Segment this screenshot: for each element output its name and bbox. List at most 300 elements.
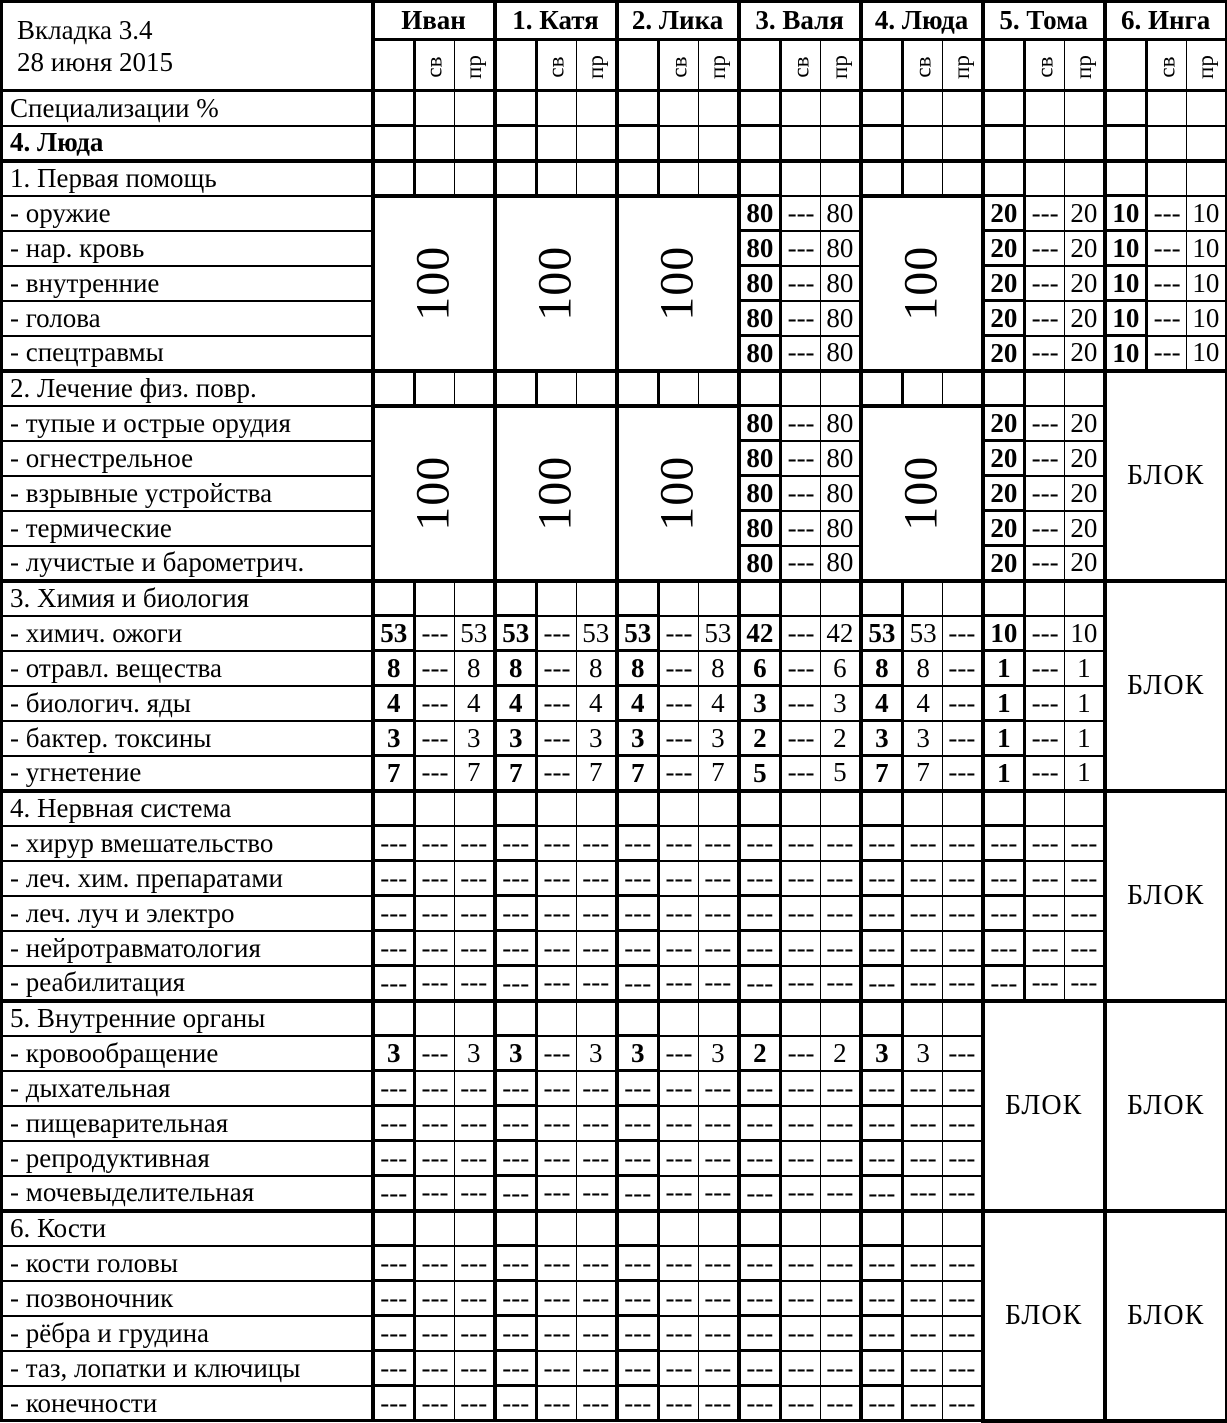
- row-label: - леч. хим. препаратами: [2, 861, 373, 896]
- value-cell: ---: [577, 966, 617, 1001]
- empty-cell: [699, 581, 739, 616]
- value-cell: ---: [577, 1141, 617, 1176]
- value-cell: ---: [861, 1316, 903, 1351]
- value-cell: ---: [821, 1071, 861, 1106]
- value-cell: ---: [455, 1141, 495, 1176]
- value-cell: ---: [415, 1316, 455, 1351]
- value-cell: 53: [617, 616, 659, 651]
- empty-cell: [617, 161, 659, 196]
- empty-cell: [943, 126, 983, 161]
- value-cell: ---: [455, 1176, 495, 1211]
- empty-cell: [495, 791, 537, 826]
- empty-cell: [781, 1211, 821, 1246]
- value-cell: ---: [903, 1351, 943, 1386]
- value-cell: 80: [821, 441, 861, 476]
- section-header: 4. Нервная система: [2, 791, 373, 826]
- value-cell: ---: [943, 1071, 983, 1106]
- value-cell: ---: [617, 1141, 659, 1176]
- rotated-value: 100: [528, 455, 582, 531]
- value-cell: ---: [739, 931, 781, 966]
- value-cell: ---: [495, 966, 537, 1001]
- empty-cell: [495, 126, 537, 161]
- empty-cell: [455, 91, 495, 126]
- empty-cell: [739, 161, 781, 196]
- empty-cell: [1147, 126, 1187, 161]
- merged-100-cell: [373, 406, 495, 581]
- empty-cell: [699, 371, 739, 406]
- value-cell: ---: [1147, 231, 1187, 266]
- table-title-cell: [2, 2, 373, 91]
- value-cell: ---: [903, 1316, 943, 1351]
- value-cell: ---: [537, 686, 577, 721]
- value-cell: ---: [495, 1176, 537, 1211]
- empty-cell: [821, 581, 861, 616]
- value-cell: ---: [659, 1281, 699, 1316]
- empty-cell: [943, 91, 983, 126]
- value-cell: ---: [739, 1316, 781, 1351]
- value-cell: ---: [861, 1141, 903, 1176]
- value-cell: ---: [1065, 826, 1105, 861]
- value-cell: ---: [617, 966, 659, 1001]
- value-cell: ---: [943, 826, 983, 861]
- row-label: - угнетение: [2, 756, 373, 791]
- row-label: - леч. луч и электро: [2, 896, 373, 931]
- value-cell: 8: [699, 651, 739, 686]
- empty-cell: [659, 371, 699, 406]
- value-cell: 3: [617, 1036, 659, 1071]
- value-cell: ---: [455, 1281, 495, 1316]
- value-cell: 8: [617, 651, 659, 686]
- value-cell: 4: [455, 686, 495, 721]
- value-cell: 8: [577, 651, 617, 686]
- rotated-value: 100: [650, 455, 704, 531]
- empty-cell: [537, 581, 577, 616]
- empty-cell: [983, 791, 1025, 826]
- value-cell: ---: [699, 896, 739, 931]
- value-cell: ---: [821, 826, 861, 861]
- value-cell: ---: [903, 1141, 943, 1176]
- value-cell: 2: [739, 721, 781, 756]
- empty-cell: [537, 161, 577, 196]
- empty-cell: [861, 161, 903, 196]
- value-cell: ---: [495, 1246, 537, 1281]
- subcolumn-label: пр: [1192, 54, 1218, 79]
- value-cell: ---: [781, 476, 821, 511]
- empty-cell: [943, 371, 983, 406]
- empty-cell: [577, 161, 617, 196]
- subcolumn-label: св: [910, 56, 936, 78]
- value-cell: ---: [537, 1036, 577, 1071]
- value-cell: ---: [781, 1106, 821, 1141]
- value-cell: ---: [861, 1351, 903, 1386]
- value-cell: ---: [903, 896, 943, 931]
- value-cell: ---: [659, 1036, 699, 1071]
- value-cell: 10: [1105, 231, 1147, 266]
- value-cell: ---: [455, 1071, 495, 1106]
- value-cell: 7: [455, 756, 495, 791]
- value-cell: 7: [861, 756, 903, 791]
- value-cell: 3: [699, 721, 739, 756]
- empty-cell: [739, 371, 781, 406]
- value-cell: ---: [537, 1176, 577, 1211]
- empty-cell: [903, 371, 943, 406]
- value-cell: 20: [983, 336, 1025, 371]
- value-cell: ---: [861, 931, 903, 966]
- value-cell: ---: [983, 826, 1025, 861]
- value-cell: 8: [903, 651, 943, 686]
- value-cell: ---: [699, 1351, 739, 1386]
- empty-cell: [699, 91, 739, 126]
- row-label: - тупые и острые орудия: [2, 406, 373, 441]
- empty-cell: [781, 126, 821, 161]
- subcolumn-label: пр: [704, 54, 730, 79]
- value-cell: ---: [699, 966, 739, 1001]
- value-cell: 80: [821, 266, 861, 301]
- empty-cell: [373, 1001, 415, 1036]
- value-cell: ---: [373, 1386, 415, 1421]
- value-cell: 53: [373, 616, 415, 651]
- value-cell: 10: [1187, 196, 1227, 231]
- value-cell: ---: [781, 1071, 821, 1106]
- subcolumn-header: [577, 40, 617, 91]
- value-cell: ---: [659, 1176, 699, 1211]
- empty-cell: [861, 1211, 903, 1246]
- value-cell: 7: [699, 756, 739, 791]
- value-cell: ---: [415, 896, 455, 931]
- section-header: 3. Химия и биология: [2, 581, 373, 616]
- value-cell: ---: [659, 966, 699, 1001]
- empty-cell: [373, 91, 415, 126]
- block-cell: [1105, 581, 1227, 791]
- subcolumn-header: [455, 40, 495, 91]
- empty-cell: [861, 371, 903, 406]
- empty-cell: [537, 791, 577, 826]
- value-cell: 53: [577, 616, 617, 651]
- value-cell: ---: [495, 861, 537, 896]
- value-cell: ---: [903, 861, 943, 896]
- value-cell: ---: [781, 686, 821, 721]
- value-cell: 2: [821, 1036, 861, 1071]
- value-cell: ---: [1025, 686, 1065, 721]
- empty-cell: [1187, 126, 1227, 161]
- value-cell: 10: [1065, 616, 1105, 651]
- rotated-value: 100: [650, 245, 704, 321]
- value-cell: ---: [943, 1141, 983, 1176]
- value-cell: 1: [983, 756, 1025, 791]
- value-cell: ---: [903, 1281, 943, 1316]
- value-cell: ---: [903, 1176, 943, 1211]
- value-cell: ---: [699, 861, 739, 896]
- value-cell: ---: [1025, 616, 1065, 651]
- row-label: - кости головы: [2, 1246, 373, 1281]
- value-cell: ---: [415, 861, 455, 896]
- subcolumn-label: св: [1154, 56, 1180, 78]
- value-cell: 10: [1187, 301, 1227, 336]
- subcolumn-label: пр: [826, 54, 852, 79]
- value-cell: ---: [903, 1106, 943, 1141]
- value-cell: ---: [943, 686, 983, 721]
- empty-cell: [861, 126, 903, 161]
- value-cell: 80: [739, 476, 781, 511]
- value-cell: ---: [781, 301, 821, 336]
- value-cell: 80: [739, 511, 781, 546]
- value-cell: ---: [781, 721, 821, 756]
- empty-cell: [617, 126, 659, 161]
- value-cell: ---: [659, 756, 699, 791]
- value-cell: 8: [373, 651, 415, 686]
- empty-cell: [373, 371, 415, 406]
- value-cell: ---: [1147, 266, 1187, 301]
- value-cell: ---: [659, 1071, 699, 1106]
- row-label: - нар. кровь: [2, 231, 373, 266]
- value-cell: 4: [495, 686, 537, 721]
- empty-cell: [415, 791, 455, 826]
- empty-cell: [781, 161, 821, 196]
- empty-cell: [821, 371, 861, 406]
- value-cell: 20: [983, 266, 1025, 301]
- value-cell: 7: [495, 756, 537, 791]
- value-cell: ---: [495, 1071, 537, 1106]
- empty-cell: [537, 1001, 577, 1036]
- value-cell: ---: [373, 966, 415, 1001]
- value-cell: 1: [983, 721, 1025, 756]
- empty-cell: [415, 581, 455, 616]
- value-cell: ---: [455, 861, 495, 896]
- empty-cell: [617, 1001, 659, 1036]
- value-cell: ---: [373, 1106, 415, 1141]
- value-cell: ---: [781, 1281, 821, 1316]
- value-cell: ---: [821, 1351, 861, 1386]
- empty-cell: [699, 1211, 739, 1246]
- value-cell: ---: [903, 1071, 943, 1106]
- subcolumn-header: [699, 40, 739, 91]
- value-cell: 80: [739, 196, 781, 231]
- subcolumn-label: св: [543, 56, 569, 78]
- value-cell: 3: [699, 1036, 739, 1071]
- value-cell: 3: [903, 1036, 943, 1071]
- value-cell: ---: [659, 1141, 699, 1176]
- value-cell: 7: [373, 756, 415, 791]
- value-cell: 8: [861, 651, 903, 686]
- value-cell: 20: [1065, 476, 1105, 511]
- value-cell: 80: [821, 406, 861, 441]
- value-cell: 80: [821, 301, 861, 336]
- row-label: - кровообращение: [2, 1036, 373, 1071]
- value-cell: ---: [617, 826, 659, 861]
- value-cell: 20: [1065, 441, 1105, 476]
- value-cell: ---: [739, 1141, 781, 1176]
- empty-cell: [455, 126, 495, 161]
- row-label: - отравл. вещества: [2, 651, 373, 686]
- section-header: 5. Внутренние органы: [2, 1001, 373, 1036]
- value-cell: 10: [1105, 301, 1147, 336]
- empty-cell: [1105, 126, 1147, 161]
- value-cell: ---: [577, 1281, 617, 1316]
- value-cell: ---: [415, 966, 455, 1001]
- value-cell: 3: [373, 1036, 415, 1071]
- value-cell: 10: [1187, 266, 1227, 301]
- value-cell: ---: [739, 896, 781, 931]
- value-cell: ---: [415, 1281, 455, 1316]
- subcolumn-label: пр: [582, 54, 608, 79]
- empty-cell: [659, 161, 699, 196]
- value-cell: ---: [1065, 861, 1105, 896]
- empty-cell: [373, 1211, 415, 1246]
- value-cell: ---: [455, 931, 495, 966]
- value-cell: 3: [373, 721, 415, 756]
- value-cell: 2: [739, 1036, 781, 1071]
- value-cell: 10: [983, 616, 1025, 651]
- value-cell: ---: [739, 1176, 781, 1211]
- empty-cell: [821, 91, 861, 126]
- value-cell: ---: [781, 196, 821, 231]
- empty-cell: [373, 161, 415, 196]
- value-cell: ---: [495, 931, 537, 966]
- row-label: - внутренние: [2, 266, 373, 301]
- empty-cell: [659, 1001, 699, 1036]
- value-cell: ---: [1025, 966, 1065, 1001]
- value-cell: ---: [537, 1246, 577, 1281]
- value-cell: 20: [1065, 336, 1105, 371]
- value-cell: 80: [739, 441, 781, 476]
- value-cell: ---: [821, 861, 861, 896]
- value-cell: ---: [495, 826, 537, 861]
- empty-cell: [781, 1001, 821, 1036]
- empty-cell: [739, 581, 781, 616]
- value-cell: ---: [903, 931, 943, 966]
- value-cell: 3: [821, 686, 861, 721]
- row-label: - мочевыделительная: [2, 1176, 373, 1211]
- value-cell: 80: [821, 546, 861, 581]
- value-cell: ---: [659, 686, 699, 721]
- rotated-value: 100: [894, 245, 948, 321]
- empty-cell: [537, 1211, 577, 1246]
- value-cell: ---: [659, 931, 699, 966]
- empty-cell: [537, 91, 577, 126]
- empty-cell: [903, 1211, 943, 1246]
- empty-cell: [943, 161, 983, 196]
- value-cell: ---: [781, 826, 821, 861]
- value-cell: ---: [537, 756, 577, 791]
- block-cell: [1105, 1211, 1227, 1421]
- subcolumn-header: [781, 40, 821, 91]
- value-cell: ---: [781, 1176, 821, 1211]
- value-cell: ---: [455, 826, 495, 861]
- empty-cell: [1065, 161, 1105, 196]
- empty-cell: [983, 126, 1025, 161]
- empty-cell: [495, 91, 537, 126]
- empty-cell: [903, 581, 943, 616]
- empty-cell: [1025, 126, 1065, 161]
- empty-cell: [577, 1211, 617, 1246]
- value-cell: ---: [617, 896, 659, 931]
- subcolumn-header: [821, 40, 861, 91]
- empty-cell: [821, 1211, 861, 1246]
- value-cell: ---: [699, 1246, 739, 1281]
- value-cell: ---: [373, 1351, 415, 1386]
- empty-cell: [861, 581, 903, 616]
- person-header-3: 2. Лика: [617, 2, 739, 40]
- row-label: - рёбра и грудина: [2, 1316, 373, 1351]
- rotated-value: 100: [406, 455, 460, 531]
- empty-cell: [1065, 581, 1105, 616]
- value-cell: 1: [983, 651, 1025, 686]
- value-cell: ---: [537, 1071, 577, 1106]
- value-cell: ---: [415, 931, 455, 966]
- value-cell: ---: [1025, 861, 1065, 896]
- empty-cell: [1187, 91, 1227, 126]
- value-cell: 5: [739, 756, 781, 791]
- value-cell: 1: [1065, 686, 1105, 721]
- value-cell: ---: [821, 931, 861, 966]
- empty-cell: [739, 791, 781, 826]
- value-cell: ---: [861, 1106, 903, 1141]
- value-cell: 10: [1187, 336, 1227, 371]
- value-cell: ---: [781, 1246, 821, 1281]
- value-cell: ---: [495, 1351, 537, 1386]
- block-label: БЛОК: [1004, 1089, 1083, 1121]
- value-cell: ---: [577, 931, 617, 966]
- value-cell: ---: [537, 896, 577, 931]
- empty-cell: [537, 126, 577, 161]
- empty-cell: [373, 40, 415, 91]
- row-label: - лучистые и барометрич.: [2, 546, 373, 581]
- value-cell: ---: [373, 1141, 415, 1176]
- value-cell: 20: [1065, 511, 1105, 546]
- block-cell: [1105, 791, 1227, 1001]
- value-cell: ---: [739, 1071, 781, 1106]
- value-cell: 3: [861, 1036, 903, 1071]
- empty-cell: [617, 371, 659, 406]
- block-label: БЛОК: [1127, 669, 1205, 701]
- empty-cell: [617, 1211, 659, 1246]
- value-cell: ---: [537, 721, 577, 756]
- row-label: - взрывные устройства: [2, 476, 373, 511]
- empty-cell: [1065, 91, 1105, 126]
- value-cell: ---: [781, 966, 821, 1001]
- value-cell: ---: [983, 931, 1025, 966]
- value-cell: 80: [821, 476, 861, 511]
- row-label: - оружие: [2, 196, 373, 231]
- value-cell: ---: [659, 826, 699, 861]
- block-label: БЛОК: [1127, 1299, 1205, 1331]
- value-cell: ---: [617, 1106, 659, 1141]
- empty-cell: [1025, 371, 1065, 406]
- subcolumn-label: св: [1032, 56, 1058, 78]
- empty-cell: [781, 371, 821, 406]
- value-cell: ---: [577, 1316, 617, 1351]
- value-cell: ---: [1025, 476, 1065, 511]
- value-cell: ---: [943, 896, 983, 931]
- empty-cell: [659, 1211, 699, 1246]
- person-header-5: 4. Люда: [861, 2, 983, 40]
- value-cell: ---: [781, 231, 821, 266]
- row-label: - хирур вмешательство: [2, 826, 373, 861]
- value-cell: ---: [943, 1281, 983, 1316]
- empty-cell: [415, 91, 455, 126]
- empty-cell: [903, 91, 943, 126]
- row-label: - пищеварительная: [2, 1106, 373, 1141]
- value-cell: 20: [983, 406, 1025, 441]
- value-cell: ---: [495, 1316, 537, 1351]
- value-cell: 53: [861, 616, 903, 651]
- value-cell: ---: [577, 861, 617, 896]
- value-cell: 80: [739, 336, 781, 371]
- value-cell: ---: [699, 1141, 739, 1176]
- value-cell: ---: [943, 721, 983, 756]
- subcolumn-header: [1025, 40, 1065, 91]
- value-cell: ---: [1025, 266, 1065, 301]
